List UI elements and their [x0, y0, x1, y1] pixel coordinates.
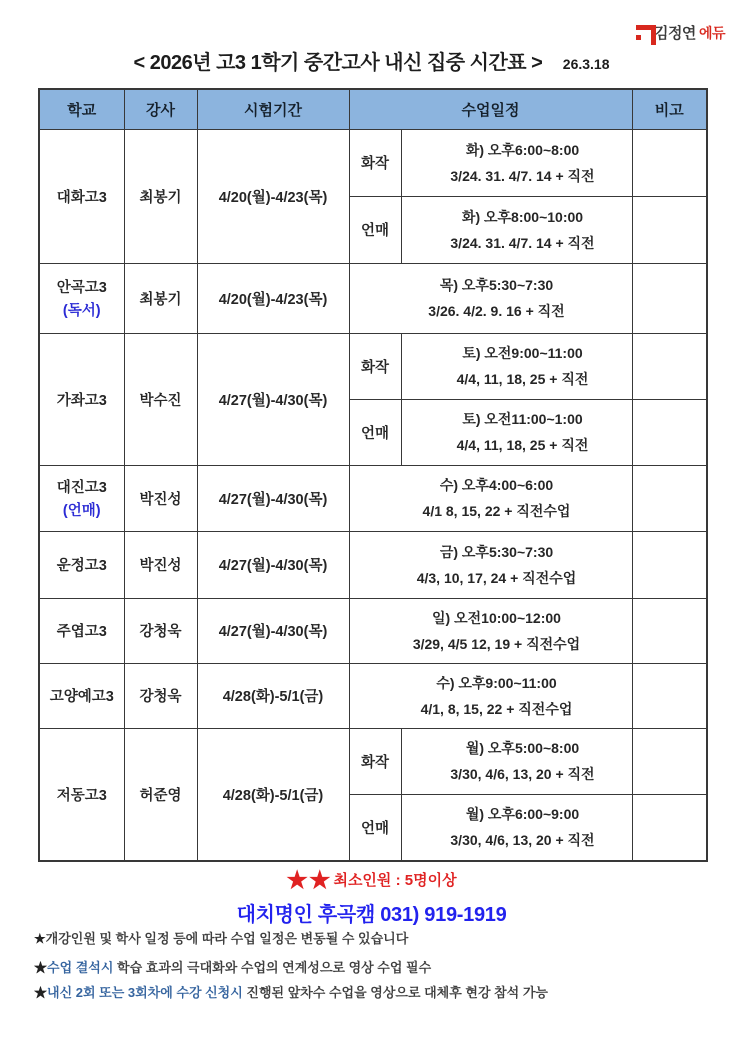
- note-cell: [632, 465, 707, 531]
- table-row: [39, 465, 707, 531]
- period-cell: 4/27(월)-4/30(목): [197, 598, 349, 663]
- star-icon: ★: [34, 985, 48, 1000]
- schedule-time: 수) 오후4:00~6:00: [439, 477, 554, 493]
- schedule-cell: [401, 794, 632, 861]
- minimum-enrollment-line: [0, 866, 743, 895]
- school-name: 대화고3: [56, 189, 107, 206]
- teacher-cell: 허준영: [124, 728, 197, 861]
- teacher-cell: 강청욱: [124, 598, 197, 663]
- period-cell: 4/20(월)-4/23(목): [197, 129, 349, 263]
- school-cell: [39, 598, 124, 663]
- brand-logo-name: 김정연: [653, 25, 696, 42]
- header-school: 학교: [39, 89, 124, 129]
- note-cell: [632, 196, 707, 263]
- teacher-cell: 박수진: [124, 333, 197, 465]
- school-name: 주엽고3: [56, 624, 107, 640]
- note-cell: [632, 263, 707, 333]
- footnote-text: 학습 효과의 극대화와 수업의 연계성으로 영상 수업 필수: [113, 960, 432, 975]
- school-name: 저동고3: [56, 787, 107, 804]
- school-name: 안곡고3: [56, 280, 107, 296]
- schedule-time: 목) 오후5:30~7:30: [439, 277, 554, 293]
- teacher-cell: 최봉기: [124, 263, 197, 333]
- page-title-date: 26.3.18: [562, 56, 610, 72]
- page-title-row: [0, 46, 743, 75]
- schedule-dates: 4/1, 8, 15, 22 + 직전수업: [420, 700, 573, 717]
- school-cell: [39, 263, 124, 333]
- brand-logo-icon: [636, 25, 651, 40]
- period-cell: 4/27(월)-4/30(목): [197, 333, 349, 465]
- schedule-dates: 3/29, 4/5 12, 19 + 직전수업: [412, 635, 581, 652]
- schedule-cell: [349, 663, 632, 728]
- period-cell: 4/28(화)-5/1(금): [197, 663, 349, 728]
- schedule-time: 토) 오전11:00~1:00: [462, 411, 583, 427]
- schedule-time: 월) 오후5:00~8:00: [465, 740, 580, 756]
- schedule-cell: [401, 728, 632, 794]
- header-period: 시험기간: [197, 89, 349, 129]
- school-cell: [39, 465, 124, 531]
- schedule-cell: [349, 263, 632, 333]
- table-row: [39, 333, 707, 399]
- minimum-enrollment-text: 최소인원 : 5명이상: [333, 872, 457, 889]
- school-name: 가좌고3: [56, 392, 107, 409]
- table-row: [39, 663, 707, 728]
- school-name: 고양예고3: [49, 689, 114, 705]
- subject-cell: 화작: [349, 728, 401, 794]
- period-cell: 4/20(월)-4/23(목): [197, 263, 349, 333]
- schedule-dates: 4/3, 10, 17, 24 + 직전수업: [416, 569, 577, 586]
- star-icon: ★: [34, 960, 48, 975]
- subject-cell: 화작: [349, 129, 401, 196]
- schedule-dates: 4/4, 11, 18, 25 + 직전: [456, 437, 589, 453]
- table-row: [39, 728, 707, 794]
- schedule-dates: 3/24. 31. 4/7. 14 + 직전: [450, 234, 595, 251]
- schedule-time: 수) 오후9:00~11:00: [436, 674, 557, 691]
- schedule-dates: 3/26. 4/2. 9. 16 + 직전: [428, 303, 565, 319]
- schedule-dates: 3/24. 31. 4/7. 14 + 직전: [450, 167, 595, 184]
- schedule-time: 화) 오후6:00~8:00: [465, 141, 580, 158]
- table-row: [39, 263, 707, 333]
- header-note: 비고: [632, 89, 707, 129]
- table-row: [39, 129, 707, 196]
- teacher-cell: 박진성: [124, 465, 197, 531]
- teacher-cell: 박진성: [124, 531, 197, 598]
- note-cell: [632, 794, 707, 861]
- brand-logo-suffix: 에듀: [698, 24, 725, 41]
- note-cell: [632, 663, 707, 728]
- note-cell: [632, 531, 707, 598]
- brand-logo: [636, 22, 725, 43]
- footnote-3: [34, 984, 714, 1002]
- subject-cell: 화작: [349, 333, 401, 399]
- schedule-cell: [349, 465, 632, 531]
- schedule-cell: [349, 598, 632, 663]
- schedule-cell: [401, 129, 632, 196]
- schedule-cell: [401, 333, 632, 399]
- footnote-2: [34, 959, 714, 977]
- school-cell: [39, 129, 124, 263]
- school-cell: [39, 333, 124, 465]
- note-cell: [632, 598, 707, 663]
- footnote-text: 개강인원 및 학사 일정 등에 따라 수업 일정은 변동될 수 있습니다: [45, 931, 409, 946]
- note-cell: [632, 399, 707, 465]
- schedule-time: 화) 오후8:00~10:00: [461, 208, 584, 225]
- header-schedule: 수업일정: [349, 89, 632, 129]
- schedule-cell: [349, 531, 632, 598]
- subject-cell: 언매: [349, 794, 401, 861]
- schedule-time: 일) 오전10:00~12:00: [432, 609, 561, 626]
- note-cell: [632, 333, 707, 399]
- schedule-cell: [401, 196, 632, 263]
- subject-cell: 언매: [349, 196, 401, 263]
- note-cell: [632, 728, 707, 794]
- schedule-time: 토) 오전9:00~11:00: [462, 345, 583, 361]
- footnote-highlight: 수업 결석시: [47, 960, 114, 975]
- school-subject-note: (독서): [62, 303, 101, 319]
- school-cell: [39, 531, 124, 598]
- header-teacher: 강사: [124, 89, 197, 129]
- teacher-cell: 최봉기: [124, 129, 197, 263]
- footnotes: [34, 930, 714, 1009]
- schedule-dates: 3/30, 4/6, 13, 20 + 직전: [450, 832, 595, 849]
- star-icon: ★: [34, 931, 46, 946]
- header-row: [39, 89, 707, 129]
- note-cell: [632, 129, 707, 196]
- period-cell: 4/27(월)-4/30(목): [197, 531, 349, 598]
- schedule-time: 월) 오후6:00~9:00: [465, 806, 580, 823]
- school-cell: [39, 728, 124, 861]
- page-title: < 2026년 고3 1학기 중간고사 내신 집중 시간표 >: [133, 52, 543, 74]
- footnote-highlight: 내신 2회 또는 3회차에 수강 신청시: [47, 985, 243, 1000]
- table-row: [39, 598, 707, 663]
- period-cell: 4/27(월)-4/30(목): [197, 465, 349, 531]
- school-name: 운정고3: [56, 558, 107, 574]
- academy-phone-line: 대치명인 후곡캠 031) 919-1919: [236, 904, 507, 926]
- footnote-text: 진행된 앞차수 수업을 영상으로 대체후 현강 참석 가능: [242, 985, 548, 1000]
- footnote-1: [34, 930, 714, 948]
- timetable: [38, 88, 708, 862]
- school-name: 대진고3: [56, 480, 107, 496]
- schedule-time: 금) 오후5:30~7:30: [439, 543, 554, 560]
- schedule-dates: 4/1 8, 15, 22 + 직전수업: [422, 503, 571, 519]
- subject-cell: 언매: [349, 399, 401, 465]
- period-cell: 4/28(화)-5/1(금): [197, 728, 349, 861]
- schedule-dates: 3/30, 4/6, 13, 20 + 직전: [450, 766, 595, 782]
- teacher-cell: 강청욱: [124, 663, 197, 728]
- schedule-cell: [401, 399, 632, 465]
- school-cell: [39, 663, 124, 728]
- school-subject-note: (언매): [62, 503, 101, 519]
- star-icons: ★★: [286, 867, 332, 894]
- table-row: [39, 531, 707, 598]
- schedule-dates: 4/4, 11, 18, 25 + 직전: [456, 371, 589, 387]
